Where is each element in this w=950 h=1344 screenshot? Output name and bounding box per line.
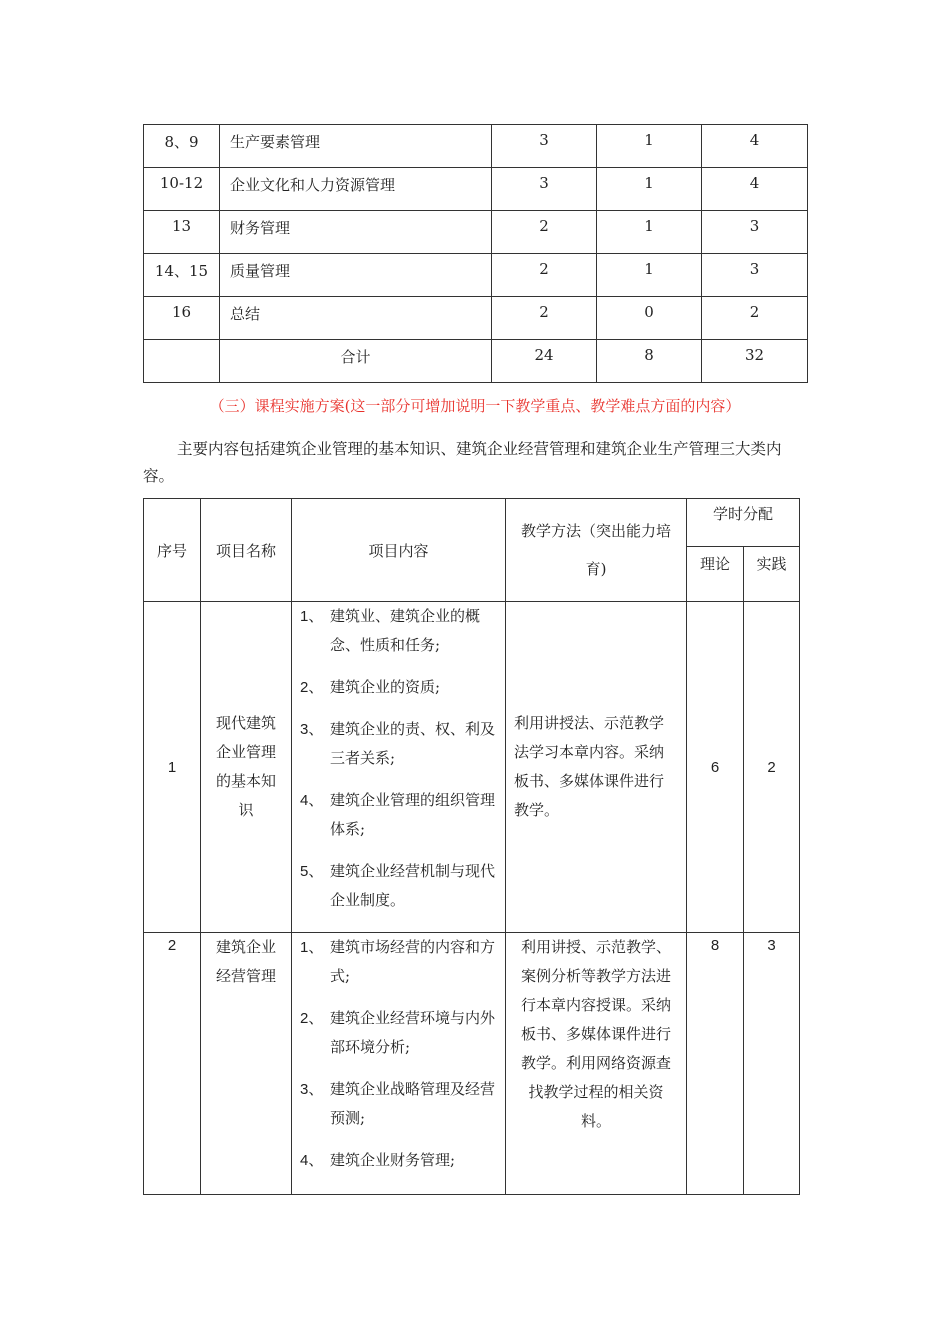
- theory-cell: 3: [492, 168, 597, 211]
- header-theory: 理论: [687, 547, 744, 602]
- total-cell: 2: [702, 297, 808, 340]
- sum-total: 32: [702, 340, 808, 383]
- item-number: 5、: [300, 863, 324, 880]
- week-cell: 14、15: [144, 254, 220, 297]
- table-row: [144, 602, 800, 933]
- list-item: [300, 857, 497, 915]
- week-cell: 10-12: [144, 168, 220, 211]
- list-item: [300, 602, 497, 660]
- content-cell: 企业文化和人力资源管理: [220, 168, 492, 211]
- header-row: [144, 499, 800, 547]
- seq-cell: 1: [144, 602, 201, 933]
- item-number: 2、: [300, 679, 324, 696]
- practice-cell: 1: [597, 211, 702, 254]
- header-method: 教学方法（突出能力培育): [506, 499, 687, 602]
- total-cell: 3: [702, 211, 808, 254]
- item-number: 1、: [300, 608, 324, 625]
- sum-row: [144, 340, 808, 383]
- table-row: [144, 297, 808, 340]
- schedule-table: [143, 124, 808, 383]
- item-text: 建筑业、建筑企业的概念、性质和任务;: [330, 607, 481, 654]
- item-number: 1、: [300, 939, 324, 956]
- content-cell: 生产要素管理: [220, 125, 492, 168]
- list-item: [300, 786, 497, 844]
- list-item: [300, 1146, 497, 1175]
- item-number: 2、: [300, 1010, 324, 1027]
- item-text: 建筑企业经营机制与现代企业制度。: [330, 862, 496, 909]
- seq-cell: 2: [144, 933, 201, 1195]
- project-name-cell: 现代建筑企业管理的基本知识: [201, 602, 292, 933]
- week-cell: 13: [144, 211, 220, 254]
- item-number: 3、: [300, 721, 324, 738]
- table-row: [144, 254, 808, 297]
- theory-hours-cell: 8: [687, 933, 744, 1195]
- content-cell: 财务管理: [220, 211, 492, 254]
- theory-cell: 2: [492, 297, 597, 340]
- practice-cell: 1: [597, 168, 702, 211]
- week-cell: 16: [144, 297, 220, 340]
- project-content-cell: [292, 933, 506, 1195]
- header-name: 项目名称: [201, 499, 292, 602]
- practice-cell: 0: [597, 297, 702, 340]
- list-item: [300, 933, 497, 991]
- list-item: [300, 1075, 497, 1133]
- item-number: 4、: [300, 792, 324, 809]
- item-text: 建筑企业的责、权、利及三者关系;: [330, 720, 496, 767]
- total-cell: 3: [702, 254, 808, 297]
- list-item: [300, 1004, 497, 1062]
- total-cell: 4: [702, 125, 808, 168]
- theory-cell: 2: [492, 211, 597, 254]
- sum-theory: 24: [492, 340, 597, 383]
- table-row: [144, 125, 808, 168]
- method-cell: 利用讲授、示范教学、案例分析等教学方法进行本章内容授课。采纳板书、多媒体课件进行教学。利用网络资源查找教学过程的相关资料。: [506, 933, 687, 1195]
- header-seq: 序号: [144, 499, 201, 602]
- item-number: 3、: [300, 1081, 324, 1098]
- item-number: 4、: [300, 1152, 324, 1169]
- header-content: 项目内容: [292, 499, 506, 602]
- item-text: 建筑企业经营环境与内外部环境分析;: [330, 1009, 496, 1056]
- practice-hours-cell: 3: [744, 933, 800, 1195]
- item-text: 建筑企业战略管理及经营预测;: [330, 1080, 496, 1127]
- table-row: [144, 168, 808, 211]
- practice-hours-cell: 2: [744, 602, 800, 933]
- method-cell: 利用讲授法、示范教学法学习本章内容。采纳板书、多媒体课件进行教学。: [506, 602, 687, 933]
- intro-paragraph: 主要内容包括建筑企业管理的基本知识、建筑企业经营管理和建筑企业生产管理三大类内容。: [143, 440, 782, 485]
- theory-cell: 3: [492, 125, 597, 168]
- content-list: [292, 602, 505, 915]
- item-text: 建筑企业的资质;: [330, 678, 441, 696]
- theory-cell: 2: [492, 254, 597, 297]
- empty-cell: [144, 340, 220, 383]
- header-practice: 实践: [744, 547, 800, 602]
- practice-cell: 1: [597, 254, 702, 297]
- table-row: [144, 211, 808, 254]
- header-hours: 学时分配: [687, 499, 800, 547]
- sum-practice: 8: [597, 340, 702, 383]
- table-row: [144, 933, 800, 1195]
- list-item: [300, 673, 497, 702]
- list-item: [300, 715, 497, 773]
- theory-hours-cell: 6: [687, 602, 744, 933]
- item-text: 建筑企业管理的组织管理体系;: [330, 791, 496, 838]
- content-cell: 总结: [220, 297, 492, 340]
- content-cell: 质量管理: [220, 254, 492, 297]
- project-name-cell: 建筑企业经营管理: [201, 933, 292, 1195]
- total-cell: 4: [702, 168, 808, 211]
- course-plan-table: [143, 498, 800, 1195]
- item-text: 建筑企业财务管理;: [330, 1151, 456, 1169]
- practice-cell: 1: [597, 125, 702, 168]
- week-cell: 8、9: [144, 125, 220, 168]
- item-text: 建筑市场经营的内容和方式;: [330, 938, 496, 985]
- content-list: [292, 933, 505, 1175]
- project-content-cell: [292, 602, 506, 933]
- section-heading: （三）课程实施方案(这一部分可增加说明一下教学重点、教学难点方面的内容）: [209, 397, 741, 415]
- sum-label: 合计: [220, 340, 492, 383]
